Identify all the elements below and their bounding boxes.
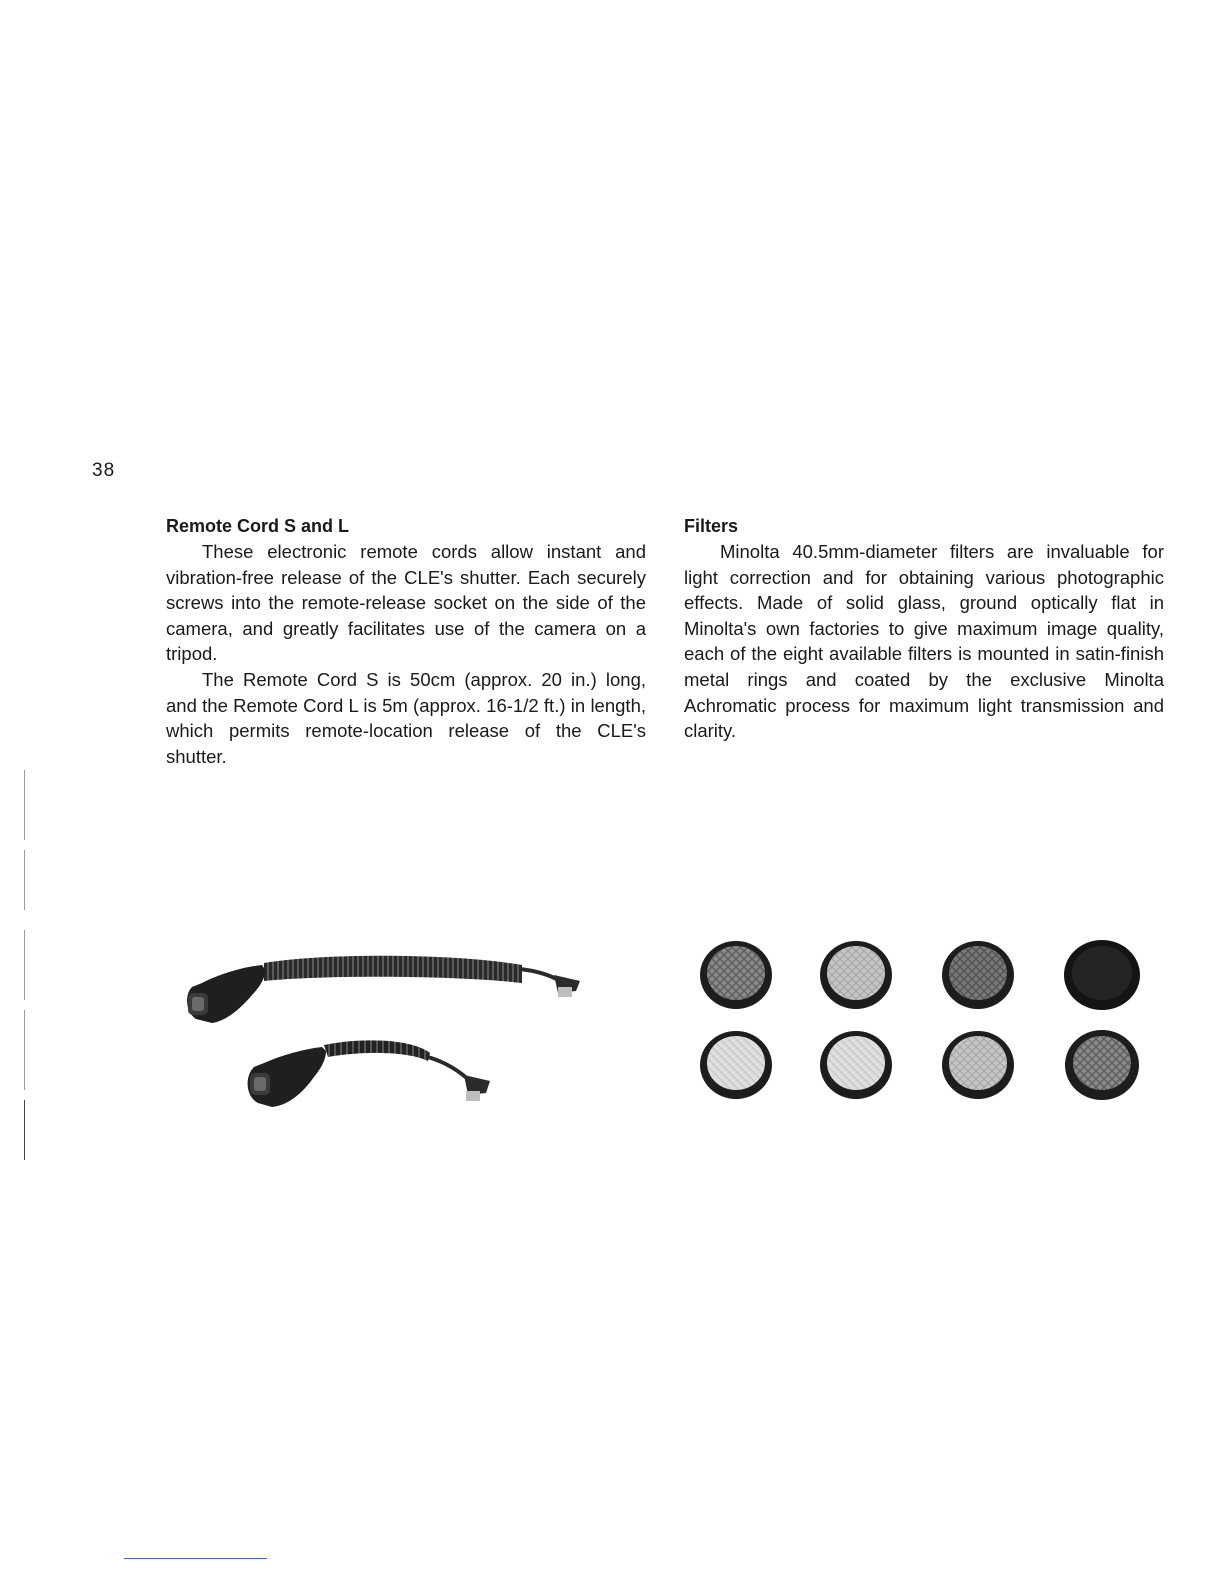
- filters-heading: Filters: [684, 516, 739, 536]
- filter-1: [700, 941, 772, 1009]
- filter-4: [1064, 940, 1140, 1010]
- filter-3: [942, 941, 1014, 1009]
- edge-mark: [24, 770, 25, 840]
- filter-8: [1065, 1030, 1139, 1100]
- remote-cords-photo: [172, 935, 602, 1125]
- remote-cord-section: [166, 513, 646, 769]
- remote-cord-l: [187, 956, 580, 1023]
- filters-paragraph: Minolta 40.5mm-diameter filters are invaluable for light correction and for obtaining various photographic effects. Made of solid glass, ground optically flat in Minolta's own factories to give maximum image quality, each of the eight available filters is mounted in satin-finish metal rings and coated by the exclusive Minolta Achromatic process for maximum light transmission and clarity.: [684, 541, 1164, 742]
- remote-cord-paragraph-2: The Remote Cord S is 50cm (approx. 20 in.) long, and the Remote Cord L is 5m (approx. 16-1/2 ft.) in length, which permits remote-location release of the CLE's shutter.: [166, 668, 646, 767]
- remote-cord-paragraph-1: These electronic remote cords allow instant and vibration-free release of the CLE's shutter. Each securely screws into the remote-release socket on the side of the camera, and greatly facilitates use of the camera on a tripod.: [166, 541, 646, 665]
- bottom-rule: [124, 1558, 267, 1559]
- page-number: 38: [92, 460, 116, 481]
- filter-2: [820, 941, 892, 1009]
- edge-mark: [24, 930, 25, 1000]
- remote-cord-heading: Remote Cord S and L: [166, 516, 350, 536]
- filters-section: [684, 513, 1164, 744]
- edge-mark: [24, 1100, 25, 1160]
- remote-cord-s: [248, 1040, 490, 1107]
- filter-6: [820, 1031, 892, 1099]
- filters-photo: [696, 935, 1156, 1125]
- edge-mark: [24, 1010, 25, 1090]
- edge-mark: [24, 850, 25, 910]
- filter-7: [942, 1031, 1014, 1099]
- filter-5: [700, 1031, 772, 1099]
